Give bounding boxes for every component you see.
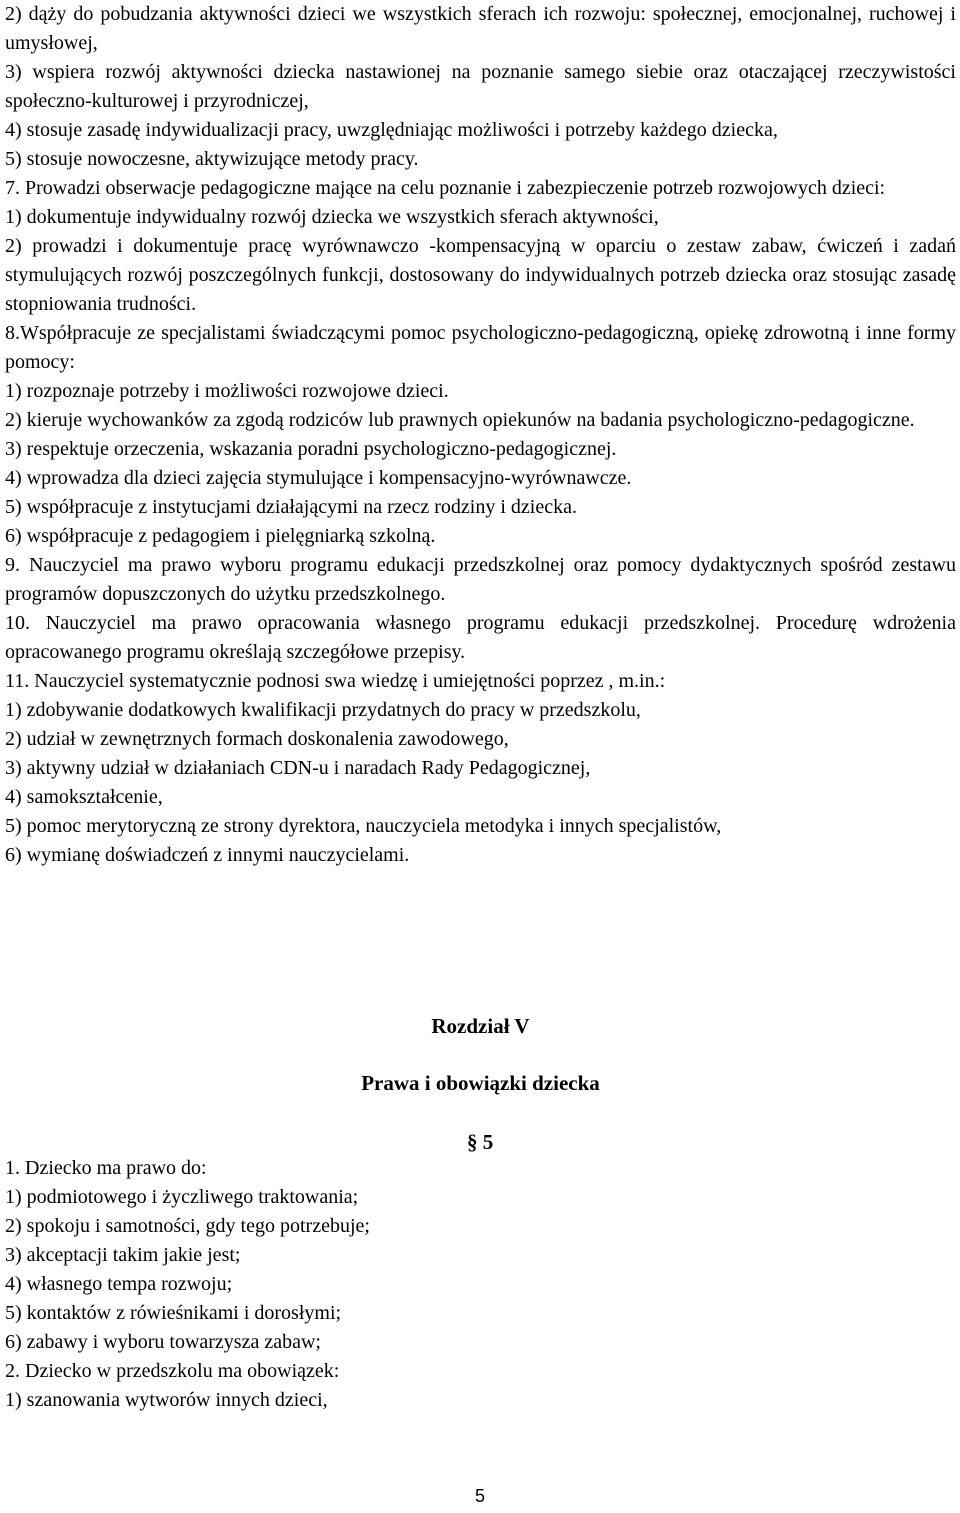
- teacher-duties-text: [5, 0, 956, 870]
- paragraph: 1) rozpoznaje potrzeby i możliwości rozwojowe dzieci.: [5, 380, 449, 402]
- paragraph: 5) pomoc merytoryczną ze strony dyrektora, nauczyciela metodyka i innych specjalistów,: [5, 815, 722, 837]
- paragraph: 6) wymianę doświadczeń z innymi nauczycielami.: [5, 844, 410, 866]
- paragraph: 2) dąży do pobudzania aktywności dzieci we wszystkich sferach ich rozwoju: społecznej, emocjonalnej, ruchowej i umysłowej,: [5, 3, 956, 54]
- paragraph: 4) stosuje zasadę indywidualizacji pracy, uwzględniając możliwości i potrzeby każdego dziecka,: [5, 119, 778, 141]
- paragraph: 5) współpracuje z instytucjami działającymi na rzecz rodziny i dziecka.: [5, 496, 577, 518]
- paragraph: 4) wprowadza dla dzieci zajęcia stymulujące i kompensacyjno-wyrównawcze.: [5, 467, 632, 489]
- paragraph: 2) prowadzi i dokumentuje pracę wyrównawczo -kompensacyjną w oparciu o zestaw zabaw, ćwiczeń i zadań stymulujących rozwój poszczególnych funkcji, dostosowany do indywidualnych potrzeb dziecka oraz stosując zasadę stopniowania trudności.: [5, 235, 956, 315]
- paragraph: 2) spokoju i samotności, gdy tego potrzebuje;: [5, 1215, 370, 1237]
- paragraph: 3) aktywny udział w działaniach CDN-u i naradach Rady Pedagogicznej,: [5, 757, 591, 779]
- paragraph: 11. Nauczyciel systematycznie podnosi swa wiedzę i umiejętności poprzez , m.in.:: [5, 670, 666, 692]
- paragraph: 1) szanowania wytworów innych dzieci,: [5, 1389, 328, 1411]
- chapter-heading: [5, 1012, 956, 1041]
- paragraph: 5) stosuje nowoczesne, aktywizujące metody pracy.: [5, 148, 419, 170]
- paragraph: 1) dokumentuje indywidualny rozwój dziecka we wszystkich sferach aktywności,: [5, 206, 659, 228]
- chapter-subtitle: Prawa i obowiązki dziecka: [361, 1071, 600, 1095]
- paragraph: 8.Współpracuje ze specjalistami świadczącymi pomoc psychologiczno-pedagogiczną, opiekę zdrowotną i inne formy pomocy:: [5, 322, 956, 373]
- paragraph: 3) akceptacji takim jakie jest;: [5, 1244, 241, 1266]
- paragraph: 3) respektuje orzeczenia, wskazania poradni psychologiczno-pedagogicznej.: [5, 438, 617, 460]
- paragraph: 3) wspiera rozwój aktywności dziecka nastawionej na poznanie samego siebie oraz otaczającej rzeczywistości społeczno-kulturowej i przyrodniczej,: [5, 61, 956, 112]
- paragraph: 7. Prowadzi obserwacje pedagogiczne mające na celu poznanie i zabezpieczenie potrzeb rozwojowych dzieci:: [5, 177, 886, 199]
- document-page: [5, 0, 956, 1411]
- paragraph: 1. Dziecko ma prawo do:: [5, 1157, 207, 1179]
- paragraph: 1) podmiotowego i życzliwego traktowania;: [5, 1186, 359, 1208]
- chapter-title: Rozdział V: [431, 1014, 530, 1038]
- chapter-subheading: [5, 1069, 956, 1098]
- paragraph: 2. Dziecko w przedszkolu ma obowiązek:: [5, 1360, 340, 1382]
- child-rights-text: [5, 1154, 956, 1415]
- paragraph: 6) współpracuje z pedagogiem i pielęgniarką szkolną.: [5, 525, 436, 547]
- paragraph: 1) zdobywanie dodatkowych kwalifikacji przydatnych do pracy w przedszkolu,: [5, 699, 641, 721]
- section-number: § 5: [467, 1130, 494, 1154]
- paragraph: 2) kieruje wychowanków za zgodą rodziców lub prawnych opiekunów na badania psychologiczno-pedagogiczne.: [5, 409, 915, 431]
- paragraph: 10. Nauczyciel ma prawo opracowania własnego programu edukacji przedszkolnej. Procedurę wdrożenia opracowanego programu określają szczegółowe przepisy.: [5, 612, 956, 663]
- paragraph: 6) zabawy i wyboru towarzysza zabaw;: [5, 1331, 321, 1353]
- paragraph: 4) samokształcenie,: [5, 786, 163, 808]
- page-number: 5: [474, 1486, 485, 1506]
- paragraph: 2) udział w zewnętrznych formach doskonalenia zawodowego,: [5, 728, 509, 750]
- paragraph: 4) własnego tempa rozwoju;: [5, 1273, 233, 1295]
- paragraph: 5) kontaktów z rówieśnikami i dorosłymi;: [5, 1302, 342, 1324]
- paragraph: 9. Nauczyciel ma prawo wyboru programu edukacji przedszkolnej oraz pomocy dydaktycznych spośród zestawu programów dopuszczonych do użytku przedszkolnego.: [5, 554, 956, 605]
